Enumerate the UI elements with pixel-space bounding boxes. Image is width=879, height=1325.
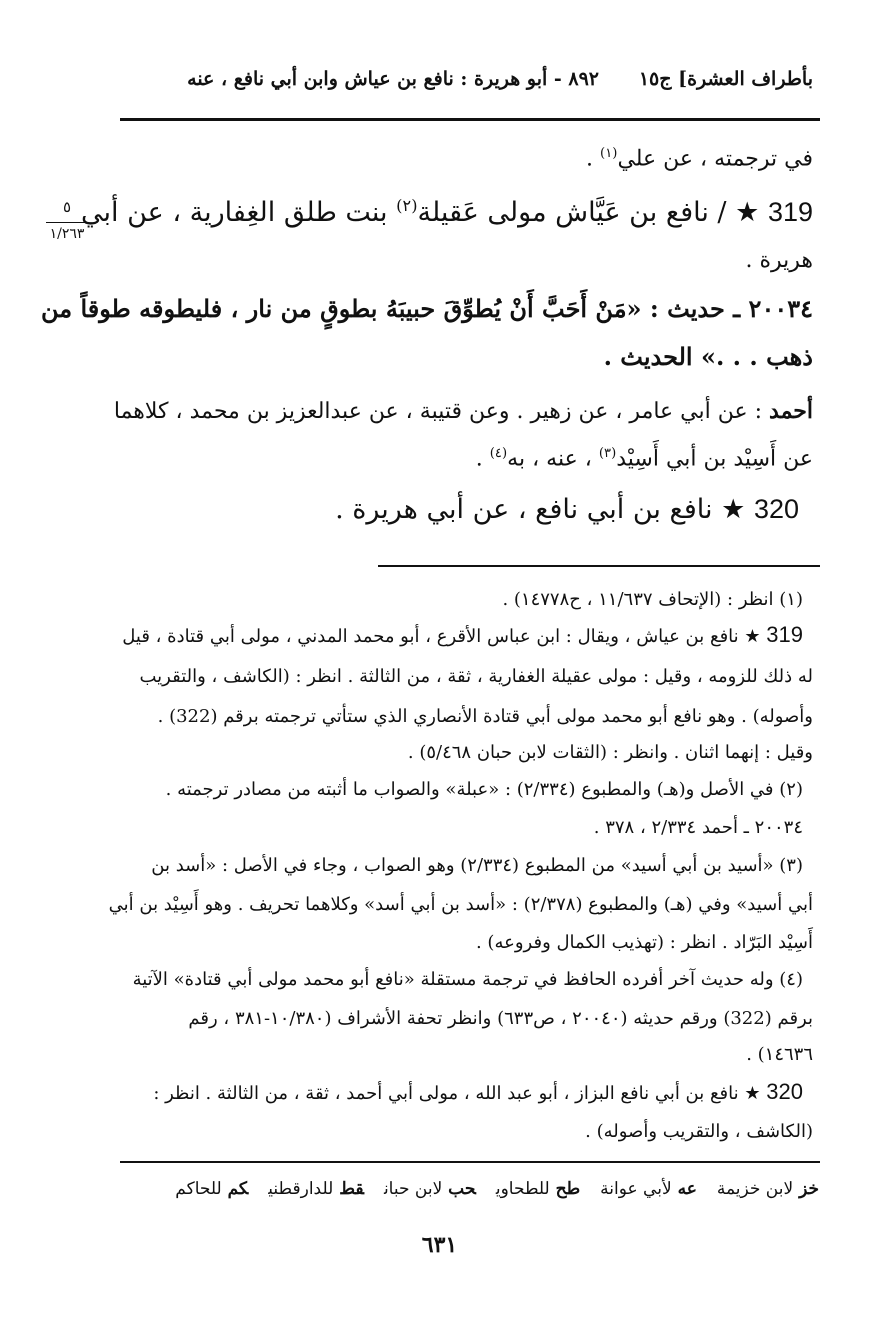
footnote-ref-2: (٢) bbox=[396, 196, 418, 215]
abbreviation-item bbox=[384, 1179, 476, 1199]
abbreviation-desc: للدارقطني bbox=[268, 1179, 334, 1199]
abbreviation-code: كم bbox=[221, 1179, 249, 1199]
footnote-319-line-3: وأصوله) . وهو نافع أبو محمد مولى أبي قتادة الأنصاري الذي ستأتي ترجمته برقم (322) . bbox=[157, 706, 813, 727]
entry-319-text-a: / نافع بن عَيَّاش مولى عَقيلة bbox=[417, 197, 727, 228]
abbreviations-legend bbox=[155, 1179, 819, 1199]
abbreviation-desc: لابن خزيمة bbox=[716, 1179, 794, 1199]
abbreviation-item bbox=[268, 1179, 364, 1199]
margin-ref-top: ٥ bbox=[62, 198, 72, 216]
footnote-320-line-1 bbox=[153, 1079, 803, 1105]
main-line1-text: في ترجمته ، عن علي bbox=[617, 146, 813, 172]
main-line1-end: . bbox=[586, 146, 601, 172]
star-icon: ★ bbox=[721, 494, 746, 525]
entry-319-number: 319 bbox=[767, 197, 813, 227]
abbreviation-code: طح bbox=[549, 1179, 581, 1199]
footnote-ref-3: (٣) bbox=[598, 446, 617, 461]
footnote-320-line-2: (الكاشف ، والتقريب وأصوله) . bbox=[585, 1121, 813, 1142]
abbreviation-code: قط bbox=[333, 1179, 364, 1199]
footnote-319-line-2: له ذلك للزومه ، وقيل : مولى عقيلة الغفارية ، ثقة ، من الثالثة . انظر : (الكاشف ، والتقريب bbox=[139, 666, 813, 687]
isnad-line2-a: عن أَسِيْد بن أبي أَسِيْد bbox=[616, 446, 813, 472]
isnad-line2-end: . bbox=[475, 446, 490, 472]
abbreviation-desc: للحاكم bbox=[175, 1179, 222, 1199]
abbreviation-desc: للطحاوي bbox=[495, 1179, 550, 1199]
star-icon: ★ bbox=[744, 626, 761, 647]
abbreviation-desc: لأبي عوانة bbox=[600, 1179, 672, 1199]
abbreviation-desc: لابن حبان bbox=[383, 1179, 443, 1199]
entry-320-number: 320 bbox=[753, 494, 799, 524]
footnote-319-text-1: نافع بن عياش ، ويقال : ابن عباس الأقرع ، أبو محمد المدني ، مولى أبي قتادة ، قيل bbox=[122, 626, 739, 647]
footnote-4-line-2: برقم (322) ورقم حديثه (٢٠٠٤٠ ، ص٦٣٣) وانظر تحفة الأشراف (١٠/٣٨٠-٣٨١ ، رقم bbox=[188, 1008, 813, 1029]
footnote-2-line-2: ٢٠٠٣٤ ـ أحمد ٢/٣٣٤ ، ٣٧٨ . bbox=[593, 817, 803, 838]
entry-319-text-b: بنت طلق الغِفارية ، عن أبي bbox=[80, 197, 397, 228]
abbreviation-item bbox=[717, 1179, 819, 1199]
abbreviation-item bbox=[600, 1179, 697, 1199]
footnote-320-number: 320 bbox=[766, 1079, 803, 1104]
footnote-2-line-1: (٢) في الأصل و(هـ) والمطبوع (٢/٣٣٤) : «عبلة» والصواب ما أثبته من مصادر ترجمته . bbox=[165, 779, 803, 800]
footnote-ref-4: (٤) bbox=[489, 446, 508, 461]
footnote-319-number: 319 bbox=[766, 622, 803, 647]
hadith-line-2: ذهب . . .» الحديث . bbox=[603, 342, 813, 371]
star-icon: ★ bbox=[735, 197, 760, 228]
isnad-line2-b: ، عنه ، به bbox=[507, 446, 599, 472]
header-book-title: بأطراف العشرة] ج١٥ bbox=[638, 68, 813, 90]
footnote-320-text-1: نافع بن أبي نافع البزاز ، أبو عبد الله ، مولى أبي أحمد ، ثقة ، من الثالثة . انظر : bbox=[153, 1083, 739, 1104]
footnote-1: (١) انظر : (الإتحاف ١١/٦٣٧ ، ح١٤٧٧٨) . bbox=[502, 589, 803, 610]
entry-320-heading bbox=[335, 494, 799, 525]
main-line-continuation bbox=[586, 146, 813, 171]
footnote-319-line-1 bbox=[122, 622, 803, 648]
footnote-4-line-3: ١٤٦٣٦) . bbox=[746, 1044, 813, 1065]
margin-ref-bottom: ١/٢٦٣ bbox=[49, 226, 85, 242]
abbreviation-item bbox=[496, 1179, 580, 1199]
header-section-title: ٨٩٢ - أبو هريرة : نافع بن عياش وابن أبي نافع ، عنه bbox=[187, 68, 599, 90]
star-icon: ★ bbox=[744, 1083, 761, 1104]
page-number: ٦٣١ bbox=[421, 1232, 458, 1258]
footnote-319-line-4: وقيل : إنهما اثنان . وانظر : (الثقات لابن حبان ٥/٤٦٨) . bbox=[407, 742, 813, 763]
footnote-3-line-1: (٣) «أسيد بن أبي أسيد» من المطبوع (٢/٣٣٤) وهو الصواب ، وجاء في الأصل : «أسد بن bbox=[151, 855, 803, 876]
footnote-ref-1: (١) bbox=[600, 146, 618, 161]
abbreviation-code: عه bbox=[671, 1179, 697, 1199]
entry-319-continuation: هريرة . bbox=[745, 248, 813, 273]
header-rule bbox=[120, 118, 820, 121]
isnad-line-2 bbox=[476, 446, 813, 471]
abbreviation-item bbox=[175, 1179, 248, 1199]
entry-319-heading bbox=[81, 196, 813, 228]
footnote-3-line-2: أبي أسيد» وفي (هـ) والمطبوع (٢/٣٧٨) : «أسد بن أبي أسد» وكلاهما تحريف . وهو أَسِيْد بن أبي bbox=[108, 894, 813, 915]
footnote-separator bbox=[378, 565, 820, 567]
hadith-line-1: ٢٠٠٣٤ ـ حديث : «مَنْ أَحَبَّ أَنْ يُطوِّقَ حبيبَهُ بطوقٍ من نار ، فليطوقه طوقاً من bbox=[41, 294, 813, 323]
abbreviations-rule bbox=[120, 1161, 820, 1163]
isnad-line-1 bbox=[114, 398, 813, 424]
footnote-3-line-3: أَسِيْد البَرّاد . انظر : (تهذيب الكمال وفروعه) . bbox=[475, 932, 813, 953]
abbreviation-code: حب bbox=[442, 1179, 476, 1199]
entry-320-text: نافع بن أبي نافع ، عن أبي هريرة . bbox=[335, 494, 713, 525]
footnote-4-line-1: (٤) وله حديث آخر أفرده الحافظ في ترجمة مستقلة «نافع أبو محمد مولى أبي قتادة» الآتية bbox=[132, 969, 803, 990]
isnad-lead: أحمد bbox=[769, 398, 813, 424]
isnad-line1-rest: : عن أبي عامر ، عن زهير . وعن قتيبة ، عن عبدالعزيز بن محمد ، كلاهما bbox=[113, 399, 770, 424]
abbreviation-code: خز bbox=[793, 1179, 819, 1199]
